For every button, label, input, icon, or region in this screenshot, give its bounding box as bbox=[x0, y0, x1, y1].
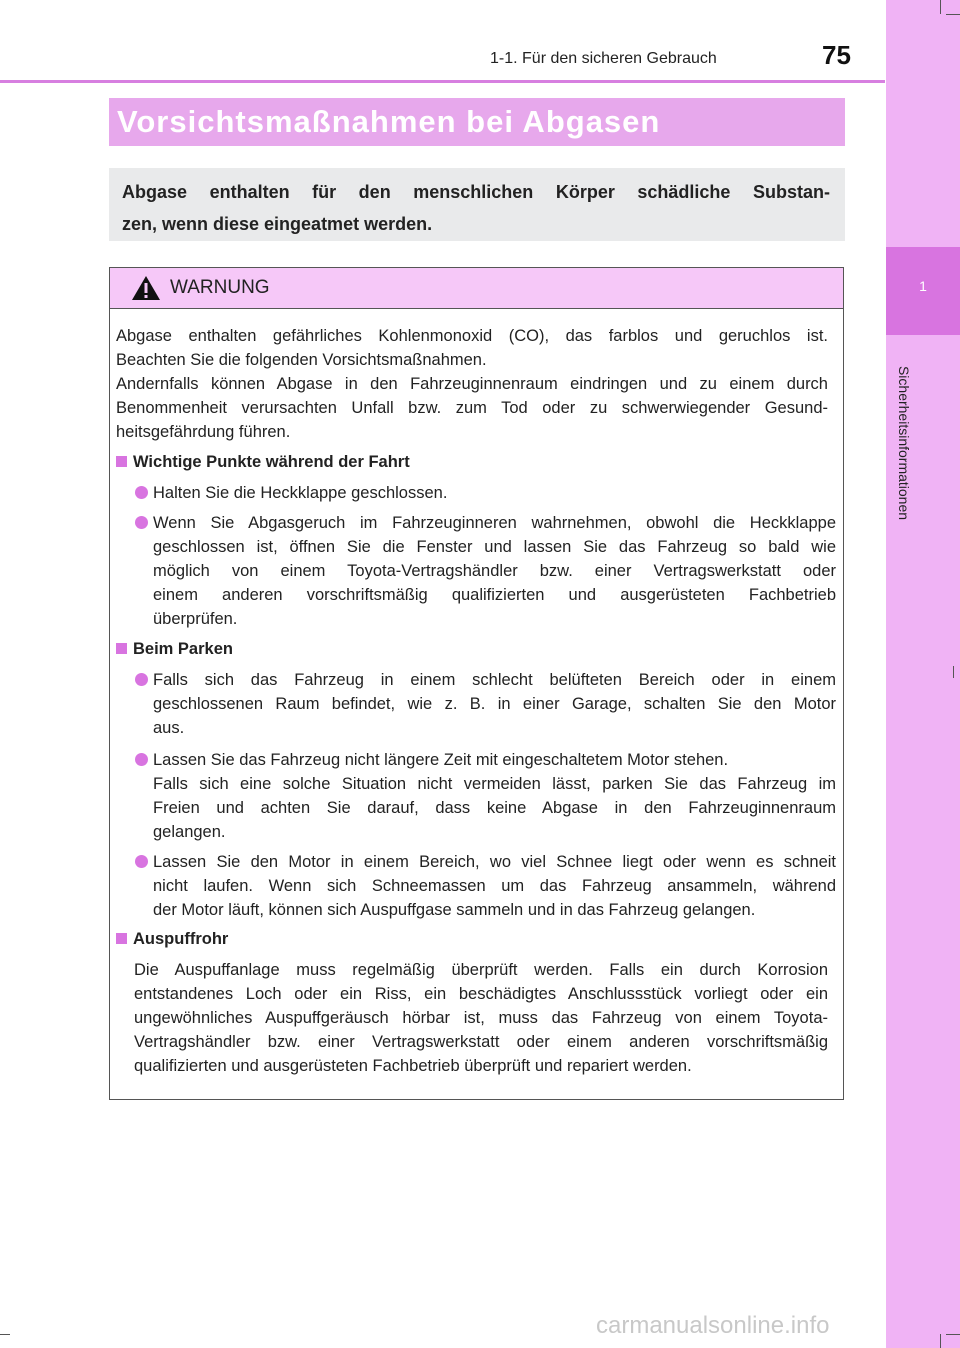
header-rule bbox=[0, 80, 885, 83]
bullet-item bbox=[153, 511, 836, 631]
page-number: 75 bbox=[822, 40, 851, 70]
bullet-line: überprüfen. bbox=[153, 610, 238, 628]
section-heading bbox=[116, 930, 228, 949]
bullet-line: Halten Sie die Heckklappe geschlossen. bbox=[153, 484, 448, 502]
summary-line: Abgase enthalten für den menschlichen Körper schädliche Substan- bbox=[122, 182, 830, 202]
bullet-item bbox=[153, 748, 836, 844]
bullet-line: aus. bbox=[153, 719, 185, 737]
paragraph-line: Vertragshändler bzw. einer Vertragswerkstatt oder einem anderen vorschriftsmäßig bbox=[134, 1033, 828, 1051]
bullet-dot-icon bbox=[135, 753, 148, 766]
bullet-item bbox=[153, 850, 836, 922]
header-section-title: 1-1. Für den sicheren Gebrauch bbox=[490, 50, 717, 67]
summary-text bbox=[122, 176, 830, 240]
bullet-dot-icon bbox=[135, 855, 148, 868]
square-bullet-icon bbox=[116, 643, 127, 654]
bullet-line: Falls sich das Fahrzeug in einem schlecht belüfteten Bereich oder in einem bbox=[153, 671, 836, 689]
chapter-tab-number: 1 bbox=[919, 278, 927, 294]
section-heading-text: Beim Parken bbox=[133, 640, 233, 658]
page-title: Vorsichtsmaßnahmen bei Abgasen bbox=[117, 104, 661, 139]
intro-line: Andernfalls können Abgase in den Fahrzeuginnenraum eindringen und zu einem durch bbox=[116, 375, 828, 393]
bullet-line: der Motor läuft, können sich Auspuffgase sammeln und in das Fahrzeug gelangen. bbox=[153, 901, 756, 919]
section-heading-text: Wichtige Punkte während der Fahrt bbox=[133, 453, 410, 471]
crop-mark bbox=[940, 1334, 941, 1348]
summary-line: zen, wenn diese eingeatmet werden. bbox=[122, 214, 433, 234]
paragraph-line: ungewöhnliches Auspuffgeräusch hörbar ist, muss das Fahrzeug von einem Toyota- bbox=[134, 1009, 828, 1027]
bullet-item bbox=[153, 481, 836, 505]
section-heading bbox=[116, 453, 410, 472]
square-bullet-icon bbox=[116, 933, 127, 944]
side-strip bbox=[886, 0, 960, 1348]
bullet-line: Falls sich eine solche Situation nicht vermeiden lässt, parken Sie das Fahrzeug im bbox=[153, 775, 836, 793]
bullet-line: geschlossen ist, öffnen Sie die Fenster und lassen Sie das Fahrzeug so bald wie bbox=[153, 538, 836, 556]
intro-line: heitsgefährdung führen. bbox=[116, 423, 291, 441]
bullet-line: nicht laufen. Wenn sich Schneemassen um das Fahrzeug ansammeln, während bbox=[153, 877, 836, 895]
chapter-label-wrap bbox=[874, 338, 934, 548]
bullet-line: Lassen Sie das Fahrzeug nicht längere Zeit mit eingeschaltetem Motor stehen. bbox=[153, 751, 729, 769]
bullet-line: Wenn Sie Abgasgeruch im Fahrzeuginneren wahrnehmen, obwohl die Heckklappe bbox=[153, 514, 836, 532]
exhaust-paragraph bbox=[134, 958, 828, 1078]
bullet-line: gelangen. bbox=[153, 823, 226, 841]
crop-mark bbox=[940, 0, 941, 14]
crop-mark bbox=[953, 666, 954, 678]
crop-mark bbox=[0, 1334, 10, 1335]
bullet-dot-icon bbox=[135, 516, 148, 529]
crop-mark bbox=[946, 14, 960, 15]
paragraph-line: qualifizierten und ausgerüsteten Fachbetrieb überprüft und repariert werden. bbox=[134, 1057, 692, 1075]
section-heading bbox=[116, 640, 233, 659]
paragraph-line: Die Auspuffanlage muss regelmäßig überprüft werden. Falls ein durch Korrosion bbox=[134, 961, 828, 979]
warning-triangle-icon bbox=[131, 275, 161, 306]
bullet-line: Lassen Sie den Motor in einem Bereich, wo viel Schnee liegt oder wenn es schneit bbox=[153, 853, 836, 871]
bullet-item bbox=[153, 668, 836, 740]
chapter-label: Sicherheitsinformationen bbox=[896, 365, 912, 521]
bullet-dot-icon bbox=[135, 486, 148, 499]
crop-mark bbox=[946, 1334, 960, 1335]
warning-title: WARNUNG bbox=[170, 277, 270, 298]
warning-intro bbox=[116, 324, 828, 444]
bullet-line: geschlossenen Raum befindet, wie z. B. in einer Garage, schalten Sie den Motor bbox=[153, 695, 836, 713]
bullet-line: möglich von einem Toyota-Vertragshändler bzw. einer Vertragswerkstatt oder bbox=[153, 562, 836, 580]
intro-line: Beachten Sie die folgenden Vorsichtsmaßnahmen. bbox=[116, 351, 487, 369]
bullet-line: Freien und achten Sie darauf, dass keine Abgase in den Fahrzeuginnenraum bbox=[153, 799, 836, 817]
section-heading-text: Auspuffrohr bbox=[133, 930, 229, 948]
square-bullet-icon bbox=[116, 456, 127, 467]
watermark: carmanualsonline.info bbox=[596, 1312, 830, 1339]
bullet-dot-icon bbox=[135, 673, 148, 686]
bullet-line: einem anderen vorschriftsmäßig qualifizierten und ausgerüsteten Fachbetrieb bbox=[153, 586, 836, 604]
intro-line: Benommenheit verursachten Unfall bzw. zum Tod oder zu schwerwiegender Gesund- bbox=[116, 399, 828, 417]
intro-line: Abgase enthalten gefährliches Kohlenmonoxid (CO), das farblos und geruchlos ist. bbox=[116, 327, 828, 345]
paragraph-line: entstandenes Loch oder ein Riss, ein beschädigtes Anschlussstück vorliegt oder ein bbox=[134, 985, 828, 1003]
